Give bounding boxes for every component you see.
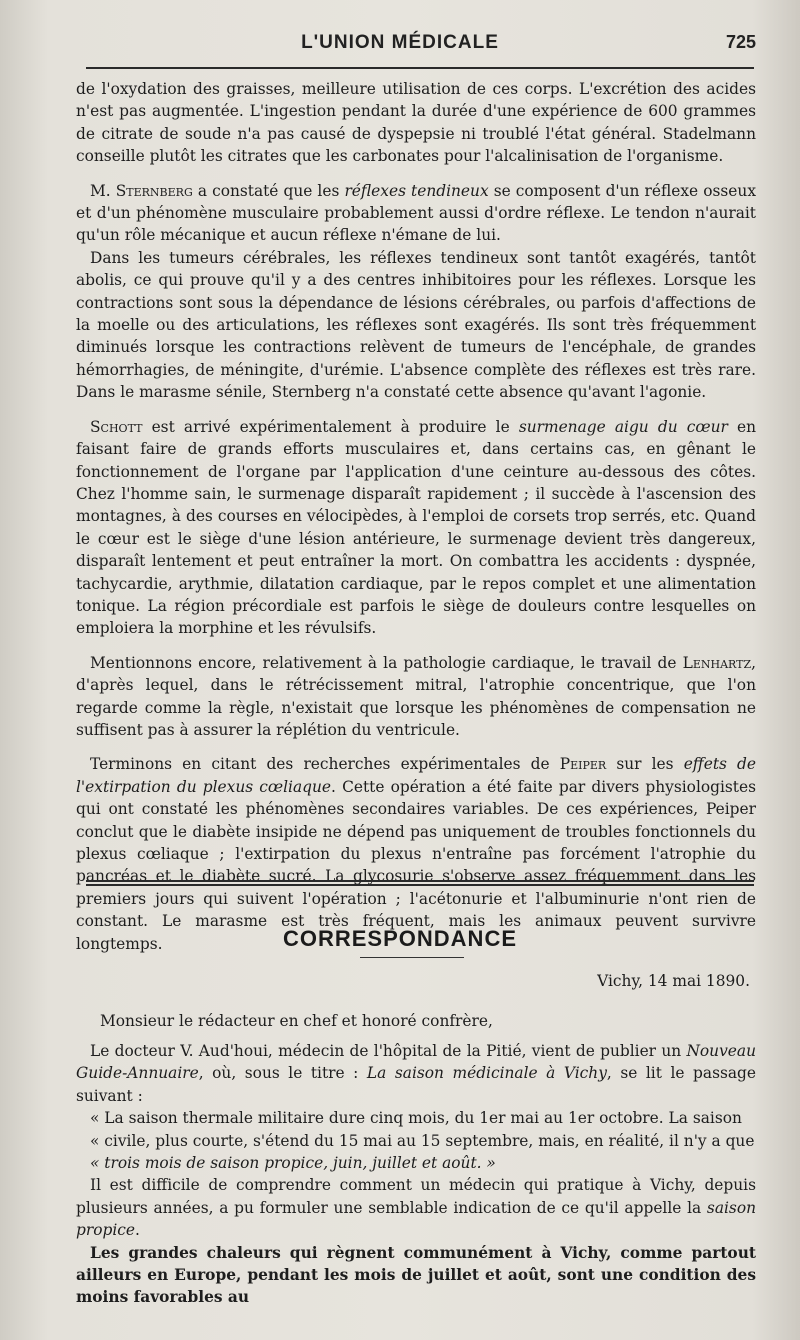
page-header xyxy=(0,28,800,62)
title-underline xyxy=(360,957,464,958)
letter-intro: Le docteur V. Aud'houi, médecin de l'hôpital de la Pitié, vient de publier un Nouveau Guide-Annuaire, où, sous le titre : La saison médicinale à Vichy, se lit le passage suivant : xyxy=(76,1042,756,1105)
paragraph-lenhartz: Mentionnons encore, relativement à la pathologie cardiaque, le travail de Lenhartz, d'après lequel, dans le rétrécissement mitral, l'atrophie concentrique, que l'on regarde comme la règle, n'existait que lorsque les phénomènes de compensation ne suffisent pas à assurer la réplétion du ventricule. xyxy=(76,653,756,739)
emphasis: Nouveau Guide-Annuaire xyxy=(76,1042,756,1083)
emphasis: La saison médicinale à Vichy xyxy=(366,1064,607,1083)
letter-body xyxy=(76,1040,756,1309)
author-name: Schott xyxy=(90,417,143,436)
letter-paragraph: Il est difficile de comprendre comment un médecin qui pratique à Vichy, depuis plusieurs années, a pu formuler une semblable indication de ce qu'il appelle la saison propice. xyxy=(76,1176,756,1240)
emphasis: surmenage aigu du cœur xyxy=(518,417,728,436)
letter-paragraph: Les grandes chaleurs qui règnent communément à Vichy, comme partout ailleurs en Europe, pendant les mois de juillet et août, sont une condition des moins favorables au xyxy=(76,1243,756,1307)
emphasis: effets de l'extirpation du plexus cœliaque xyxy=(76,755,756,796)
quote-line: « La saison thermale militaire dure cinq mois, du 1er mai au 1er octobre. La saison xyxy=(90,1109,742,1128)
dateline: Vichy, 14 mai 1890. xyxy=(597,972,750,990)
quoted-passage xyxy=(76,1107,756,1174)
article-body xyxy=(76,78,756,955)
paragraph-citrates: de l'oxydation des graisses, meilleure utilisation de ces corps. L'excrétion des acides n'est pas augmentée. L'ingestion pendant la durée d'une expérience de 600 grammes de citrate de soude n'a pas causé de dyspepsie ni troublé l'état général. Stadelmann conseille plutôt les citrates que les carbonates pour l'alcalinisation de l'organisme. xyxy=(76,80,756,166)
paragraph-schott: Schott est arrivé expérimentalement à produire le surmenage aigu du cœur en faisant faire de grands efforts musculaires et, dans certains cas, en gênant le fonctionnement de l'organe par l'application d'une ceinture au-dessous des côtes. Chez l'homme sain, le surmenage disparaît rapidement ; il succède à l'ascension des montagnes, à des courses en vélocipèdes, à l'emploi de corsets trop serrés, etc. Quand le cœur est le siège d'une lésion antérieure, le surmenage devient très dangereux, disparaît lentement et peut entraîner la mort. On combattra les accidents : dyspnée, tachycardie, arythmie, dilatation cardiaque, par le repos complet et une alimentation tonique. La région précordiale est parfois le siège de douleurs contre lesquelles on emploiera la morphine et les révulsifs. xyxy=(76,417,756,638)
section-title: CORRESPONDANCE xyxy=(282,926,518,951)
page-number: 725 xyxy=(725,32,756,52)
paragraph-sternberg: M. Sternberg a constaté que les réflexes tendineux se composent d'un réflexe osseux et d'un phénomène musculaire probablement aussi d'ordre réflexe. Le tendon n'aurait qu'un rôle mécanique et aucun réflexe n'émane de lui. xyxy=(76,181,757,245)
quote-line: « trois mois de saison propice, juin, juillet et août. » xyxy=(90,1154,496,1173)
header-rule xyxy=(86,67,754,69)
quote-line: « civile, plus courte, s'étend du 15 mai au 15 septembre, mais, en réalité, il n'y a que xyxy=(90,1131,755,1150)
author-name: Peiper xyxy=(559,755,607,774)
salutation: Monsieur le rédacteur en chef et honoré confrère, xyxy=(100,1012,493,1030)
section-divider xyxy=(86,880,754,886)
paragraph-peiper: Terminons en citant des recherches expérimentales de Peiper sur les effets de l'extirpation du plexus cœliaque. Cette opération a été faite par divers physiologistes qui ont constaté les phénomènes secondaires variables. De ces expériences, Peiper conclut que le diabète insipide ne dépend pas uniquement de troubles fonctionnels du plexus cœliaque ; l'extirpation du plexus n'entraîne pas forcément l'atrophie du pancréas et le diabète sucré. La glycosurie s'observe assez fréquemment dans les premiers jours qui suivent l'opération ; l'acétonurie et l'albuminurie n'ont rien de constant. Le marasme est très fréquent, mais les animaux peuvent survivre longtemps. xyxy=(76,755,756,953)
emphasis: saison propice xyxy=(76,1198,756,1240)
emphasis: réflexes tendineux xyxy=(344,181,489,200)
running-title: L'UNION MÉDICALE xyxy=(301,32,499,53)
paragraph-tumeurs: Dans les tumeurs cérébrales, les réflexes tendineux sont tantôt exagérés, tantôt abolis, ce qui prouve qu'il y a des centres inhibitoires pour les réflexes. Lorsque les contractions sont sous la dépendance de lésions cérébrales, ou parfois d'affections de la moelle ou des articulations, les réflexes sont exagérés. Ils sont très fréquemment diminués lorsque les contractions relèvent de tumeurs de l'encéphale, de grandes hémorrhagies, de méningite, d'urémie. L'absence complète des réflexes est très rare. Dans le marasme sénile, Sternberg n'a constaté cette absence qu'avant l'agonie. xyxy=(76,248,756,402)
author-name: Sternberg xyxy=(115,181,193,200)
author-name: Lenhartz xyxy=(682,653,752,672)
